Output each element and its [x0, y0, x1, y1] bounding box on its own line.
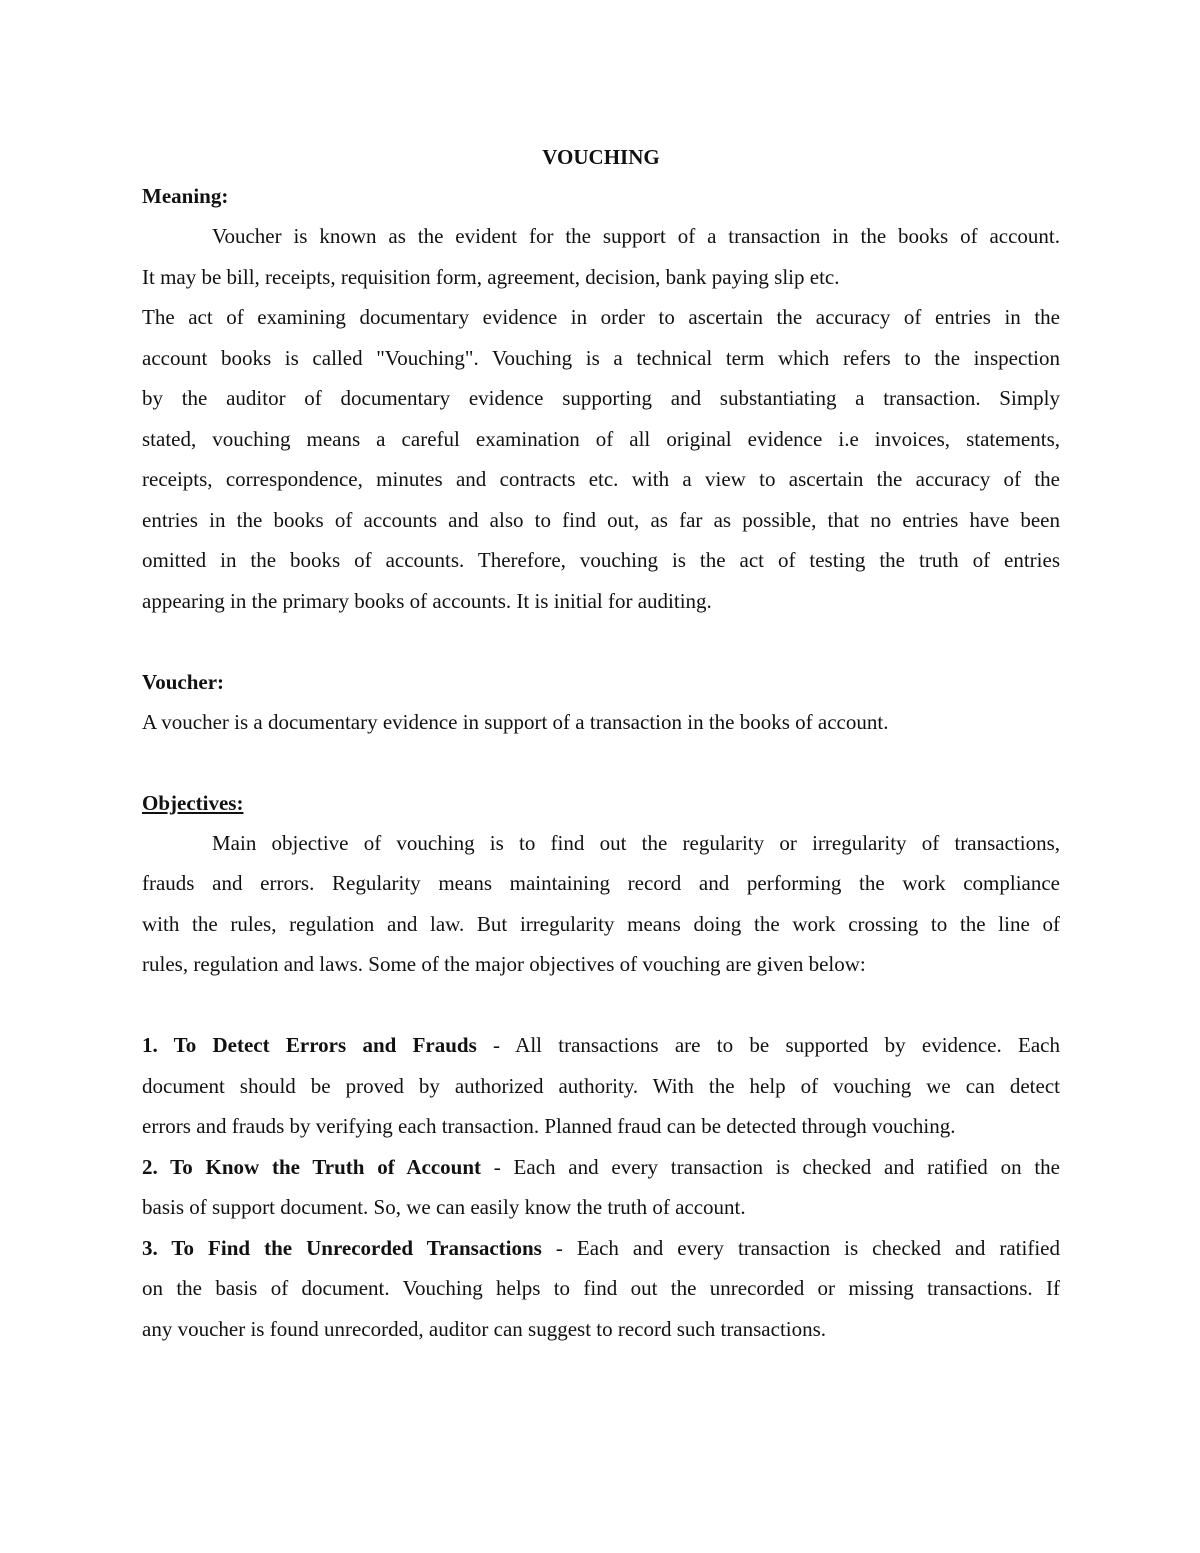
objective-item-line: errors and frauds by verifying each transaction. Planned fraud can be detected through vouching. [142, 1114, 956, 1138]
meaning-line: omitted in the books of accounts. Therefore, vouching is the act of testing the truth of entries [142, 548, 1060, 572]
document-page [142, 138, 1060, 1349]
spacer [142, 621, 1060, 662]
objectives-line: with the rules, regulation and law. But irregularity means doing the work crossing to the line of [142, 911, 1060, 936]
meaning-line: account books is called "Vouching". Vouching is a technical term which refers to the inspection [142, 345, 1060, 370]
meaning-line: It may be bill, receipts, requisition form, agreement, decision, bank paying slip etc. [142, 264, 840, 289]
objective-item-first-line [142, 1147, 1060, 1188]
meaning-line: stated, vouching means a careful examination of all original evidence i.e invoices, statements, [142, 426, 1060, 451]
objectives-line: Main objective of vouching is to find out the regularity or irregularity of transactions, [212, 830, 1060, 855]
objectives-line: rules, regulation and laws. Some of the major objectives of vouching are given below: [142, 952, 866, 976]
objectives-line: frauds and errors. Regularity means maintaining record and performing the work compliance [142, 871, 1060, 895]
objective-item-title: 1. To Detect Errors and Frauds [142, 1033, 477, 1057]
meaning-line: appearing in the primary books of accounts. It is initial for auditing. [142, 588, 712, 613]
objective-item-line: document should be proved by authorized authority. With the help of vouching we can detect [142, 1073, 1060, 1098]
meaning-line: receipts, correspondence, minutes and contracts etc. with a view to ascertain the accuracy of the [142, 467, 1060, 491]
objective-item-line: basis of support document. So, we can easily know the truth of account. [142, 1195, 746, 1219]
meaning-line: by the auditor of documentary evidence supporting and substantiating a transaction. Simply [142, 386, 1060, 410]
objective-item-text: - All transactions are to be supported by evidence. Each [476, 1033, 1060, 1057]
meaning-line: Voucher is known as the evident for the support of a transaction in the books of account. [212, 224, 1060, 248]
meaning-heading: Meaning: [142, 184, 229, 208]
voucher-text: A voucher is a documentary evidence in support of a transaction in the books of account. [142, 709, 889, 734]
voucher-heading: Voucher: [142, 669, 225, 694]
spacer [142, 742, 1060, 783]
spacer [142, 985, 1060, 1026]
objective-item-text: - Each and every transaction is checked and ratified on the [481, 1154, 1060, 1179]
objective-item-title: 2. To Know the Truth of Account [142, 1154, 482, 1179]
objective-item-text: - Each and every transaction is checked and ratified [541, 1235, 1060, 1260]
objective-item-title: 3. To Find the Unrecorded Transactions [142, 1235, 542, 1260]
meaning-line: entries in the books of accounts and also to find out, as far as possible, that no entries have been [142, 507, 1060, 532]
document-title: VOUCHING [542, 145, 660, 169]
objective-item-line: any voucher is found unrecorded, auditor can suggest to record such transactions. [142, 1316, 827, 1341]
objective-item-first-line [142, 1025, 1060, 1066]
objective-item-line: on the basis of document. Vouching helps to find out the unrecorded or missing transactions. If [142, 1276, 1060, 1300]
objectives-heading-row [142, 783, 1060, 823]
meaning-line: The act of examining documentary evidence in order to ascertain the accuracy of entries in the [142, 305, 1060, 329]
objectives-heading: Objectives: [142, 790, 244, 815]
objective-item-first-line [142, 1228, 1060, 1269]
